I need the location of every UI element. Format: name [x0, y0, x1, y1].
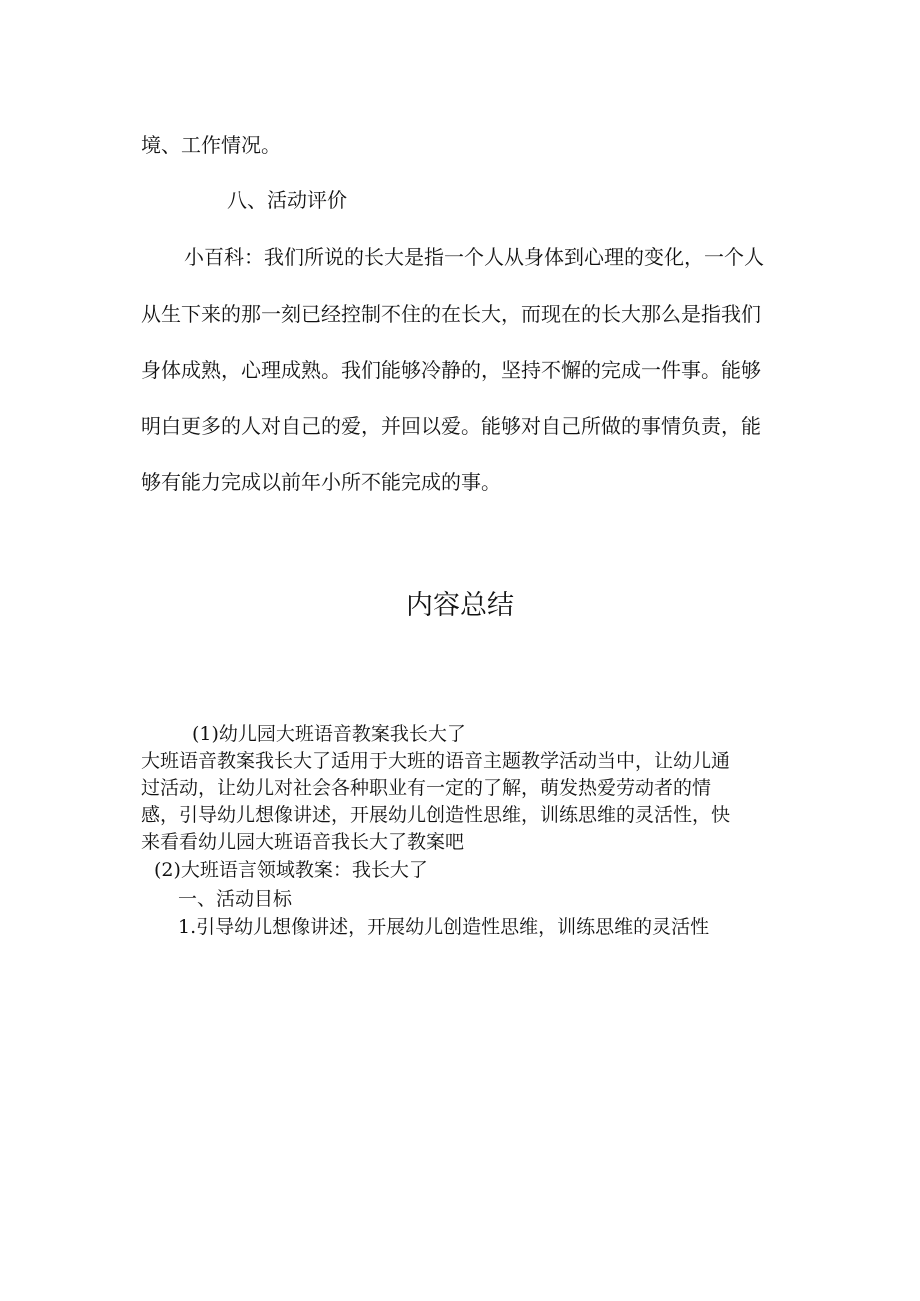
summary-line: 感，引导幼儿想像讲述，开展幼儿创造性思维，训练思维的灵活性，快: [141, 804, 731, 826]
summary-line: 过活动，让幼儿对社会各种职业有一定的了解，萌发热爱劳动者的情: [141, 777, 712, 799]
text-line: 境、工作情况。: [141, 133, 281, 157]
summary-line: 1.引导幼儿想像讲述，开展幼儿创造性思维，训练思维的灵活性: [178, 916, 710, 938]
summary-line: 大班语音教案我长大了适用于大班的语音主题教学活动当中，让幼儿通: [141, 750, 731, 772]
paragraph-line: 明白更多的人对自己的爱，并回以爱。能够对自己所做的事情负责，能: [141, 414, 761, 438]
section-heading: 八、活动评价: [227, 188, 347, 212]
paragraph-line: 小百科：我们所说的长大是指一个人从身体到心理的变化，一个人: [184, 245, 764, 269]
paragraph-line: 够有能力完成以前年小所不能完成的事。: [141, 470, 501, 494]
summary-line: (1)幼儿园大班语音教案我长大了: [192, 723, 466, 745]
paragraph-line: 身体成熟，心理成熟。我们能够冷静的，坚持不懈的完成一件事。能够: [141, 358, 761, 382]
paragraph-line: 从生下来的那一刻已经控制不住的在长大，而现在的长大那么是指我们: [141, 302, 761, 326]
summary-title: 内容总结: [406, 590, 514, 621]
summary-line: 来看看幼儿园大班语音我长大了教案吧: [141, 831, 465, 853]
summary-line: (2)大班语言领域教案：我长大了: [154, 859, 428, 881]
summary-line: 一、活动目标: [178, 888, 293, 910]
